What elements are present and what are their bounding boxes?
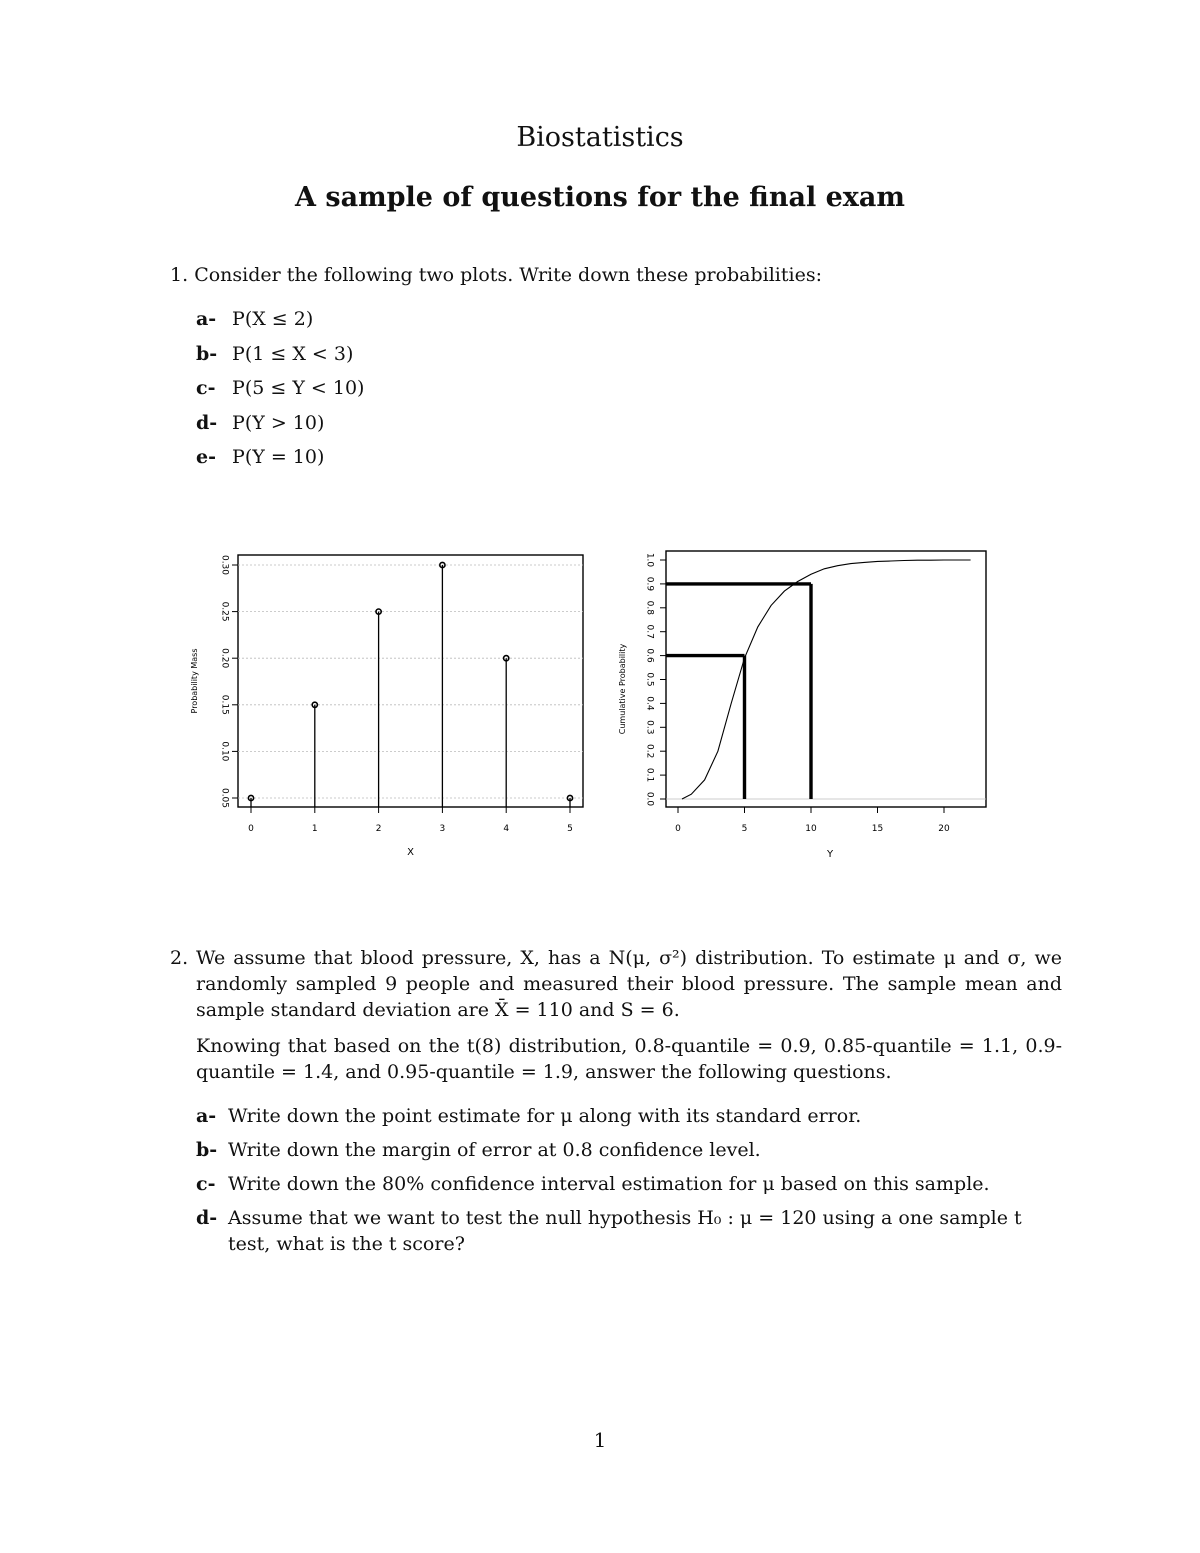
x-tick-label: 20 [938,824,950,834]
chart-marks [248,562,572,807]
x-axis-label: X [407,847,414,858]
x-tick-label: 0 [248,824,254,834]
question-2-paragraph: Knowing that based on the t(8) distribution, 0.8-quantile = 0.9, 0.85-quantile = 1.1, 0.9-quantile = 1.4, and 0.95-quantile = 1.9, answer the following questions. [196,1035,1062,1083]
y-tick-label: 0.1 [644,767,655,783]
x-tick-label: 2 [375,824,382,834]
y-tick-label: 0.9 [644,576,655,592]
cumulative-probability-chart [612,545,1002,865]
item-text: P(Y = 10) [232,446,325,468]
item-label: a- [196,308,217,330]
item-label: e- [196,446,216,468]
x-axis-label: Y [826,849,834,860]
question-1-item [196,446,364,481]
document-title: Biostatistics [516,122,684,153]
y-tick-label: 0.10 [219,741,230,762]
item-text: Write down the margin of error at 0.8 confidence level. [228,1139,761,1161]
y-tick-label: 0.30 [219,554,230,576]
item-text: P(Y > 10) [232,411,325,434]
item-label: c- [196,377,216,399]
question-1-item [196,377,364,412]
y-tick-label: 0.2 [644,744,655,759]
y-tick-label: 0.20 [219,648,230,669]
chart-frame [666,551,986,807]
question-2-item [196,1137,1062,1163]
question-2-number: 2. [170,947,189,969]
y-tick-label: 0.25 [219,601,230,622]
x-tick-label: 5 [741,824,748,834]
y-axis [645,553,667,807]
y-tick-label: 0.5 [644,672,655,687]
x-tick-label: 10 [805,824,817,834]
item-label: d- [196,1207,218,1229]
item-text: P(5 ≤ Y < 10) [232,377,365,399]
y-tick-label: 0.8 [644,600,655,615]
x-axis [675,807,950,834]
y-axis [220,555,239,808]
item-text: P(1 ≤ X < 3) [232,342,354,365]
item-label: c- [196,1173,216,1195]
question-2-items [196,1103,1062,1265]
document-subtitle: A sample of questions for the final exam [295,182,905,213]
question-1-intro [170,264,822,286]
question-1-text: Consider the following two plots. Write down these probabilities: [194,264,822,286]
question-1-item [196,308,364,343]
question-2-body [196,945,1062,1085]
item-label: a- [196,1105,217,1127]
y-tick-label: 0.4 [644,696,655,711]
item-text: Write down the point estimate for μ along with its standard error. [228,1105,862,1127]
cdf-curve [682,560,971,799]
question-1-items [196,308,364,481]
item-label: b- [196,1139,218,1161]
question-1-item [196,412,364,447]
y-tick-label: 0.05 [219,787,230,809]
y-tick-label: 0.3 [644,720,655,735]
x-tick-label: 4 [503,824,510,834]
x-tick-label: 3 [439,824,446,834]
question-1-number: 1. [170,264,189,286]
chart-grid [238,565,583,798]
x-tick-label: 15 [871,824,884,834]
x-tick-label: 1 [311,824,318,834]
question-2-item [196,1171,1062,1197]
chart-frame [238,555,583,807]
item-label: b- [196,342,218,365]
question-1-item [196,343,364,378]
question-2-paragraph: We assume that blood pressure, X, has a N(μ, σ²) distribution. To estimate μ and σ, we randomly sampled 9 people and measured their blood pressure. The sample mean and sample standard deviation are X̄ = 110 and S = 6. [196,947,1062,1021]
x-axis [248,807,573,834]
y-axis-label: Cumulative Probability [618,643,627,735]
x-tick-label: 5 [567,824,573,834]
y-tick-label: 0.0 [644,791,655,807]
chart-marks [666,560,971,799]
y-tick-label: 0.6 [644,648,655,663]
y-tick-label: 1.0 [644,552,655,568]
item-text: Assume that we want to test the null hypothesis H₀ : μ = 120 using a one sample t test, what is the t score? [228,1207,1022,1255]
item-label: d- [196,411,218,434]
item-text: P(X ≤ 2) [232,308,314,330]
page-number: 1 [593,1428,607,1452]
y-axis-label: Probability Mass [190,648,199,714]
question-2-item [196,1103,1062,1129]
probability-mass-chart [185,545,595,865]
y-tick-label: 0.7 [644,624,655,639]
x-tick-label: 0 [675,824,681,834]
question-2 [170,945,1062,1095]
question-2-item [196,1205,1062,1257]
y-tick-label: 0.15 [219,694,230,715]
item-text: Write down the 80% confidence interval estimation for μ based on this sample. [228,1173,990,1195]
